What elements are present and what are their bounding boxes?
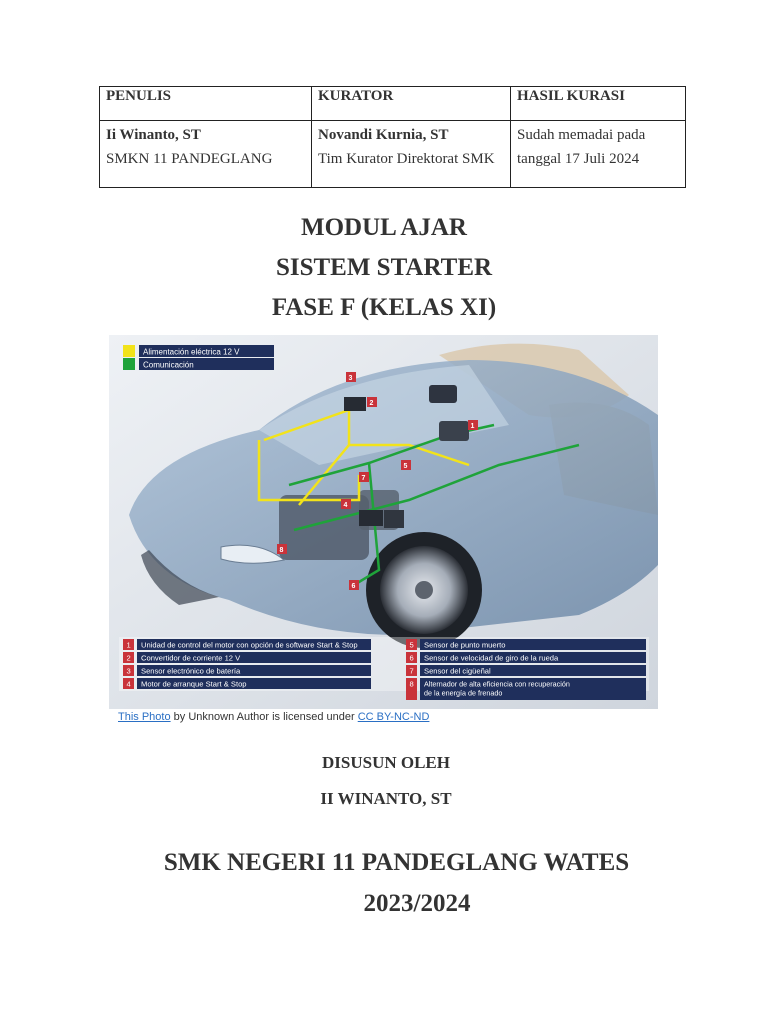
marker-5: 5 — [403, 463, 408, 470]
author-cell — [100, 121, 312, 188]
header-kurator: KURATOR — [312, 87, 511, 121]
marker-4: 4 — [343, 502, 348, 509]
legend-communication: Comunicación — [143, 360, 194, 370]
callout-text-3: Sensor electrónico de batería — [141, 666, 241, 676]
school-name: SMK NEGERI 11 PANDEGLANG WATES — [163, 849, 630, 876]
callout-text-4: Motor de arranque Start & Stop — [141, 679, 247, 689]
author-name: Ii Winanto, ST — [106, 127, 201, 143]
callout-num-6: 6 — [409, 653, 414, 663]
curator-name: Novandi Kurnia, ST — [318, 127, 449, 143]
module-phase: FASE F (KELAS XI) — [271, 294, 497, 321]
callout-text-7: Sensor del cigüeñal — [424, 666, 491, 676]
header-hasil-kurasi: HASIL KURASI — [511, 87, 686, 121]
curation-table — [99, 86, 686, 188]
result-line-1: Sudah memadai pada — [517, 127, 646, 143]
header-penulis: PENULIS — [100, 87, 312, 121]
table-header-row — [100, 87, 686, 121]
callout-text-8: Alternador de alta eficiencia con recuperación de la energía de frenado — [424, 679, 570, 698]
callout-num-3: 3 — [126, 666, 131, 676]
callout-num-4: 4 — [126, 679, 131, 689]
callout-num-7: 7 — [409, 666, 414, 676]
callout-text-6: Sensor de velocidad de giro de la rueda — [424, 653, 559, 663]
module-subject: SISTEM STARTER — [275, 254, 493, 281]
marker-8: 8 — [279, 547, 284, 554]
table-row — [100, 121, 686, 188]
school-year: 2023/2024 — [363, 890, 471, 917]
callout-text-5: Sensor de punto muerto — [424, 640, 506, 650]
callout-text-1: Unidad de control del motor con opción de software Start & Stop — [141, 640, 358, 650]
callout-num-5: 5 — [409, 640, 414, 650]
callout-num-1: 1 — [126, 640, 131, 650]
author-school: SMKN 11 PANDEGLANG — [106, 151, 273, 167]
marker-1: 1 — [470, 423, 475, 430]
legend-power: Alimentación eléctrica 12 V — [143, 347, 240, 357]
marker-6: 6 — [351, 583, 356, 590]
marker-2: 2 — [369, 400, 374, 407]
car-system-photo — [109, 335, 658, 709]
marker-7: 7 — [361, 475, 366, 482]
caption-text: by Unknown Author is licensed under — [170, 711, 358, 723]
result-line-2: tanggal 17 Juli 2024 — [517, 151, 640, 167]
license-link[interactable]: CC BY-NC-ND — [357, 711, 430, 723]
photo-link[interactable]: This Photo — [118, 711, 171, 723]
photo-caption — [118, 711, 429, 723]
curator-team: Tim Kurator Direktorat SMK — [318, 151, 495, 167]
callout-text-2: Convertidor de corriente 12 V — [141, 653, 241, 663]
callout-num-8: 8 — [409, 679, 414, 689]
curator-cell — [312, 121, 511, 188]
callout-num-2: 2 — [126, 653, 131, 663]
marker-3: 3 — [348, 375, 353, 382]
compiled-by-name: II WINANTO, ST — [320, 789, 452, 808]
result-cell — [511, 121, 686, 188]
module-title: MODUL AJAR — [301, 214, 467, 241]
compiled-by-label: DISUSUN OLEH — [321, 753, 450, 772]
